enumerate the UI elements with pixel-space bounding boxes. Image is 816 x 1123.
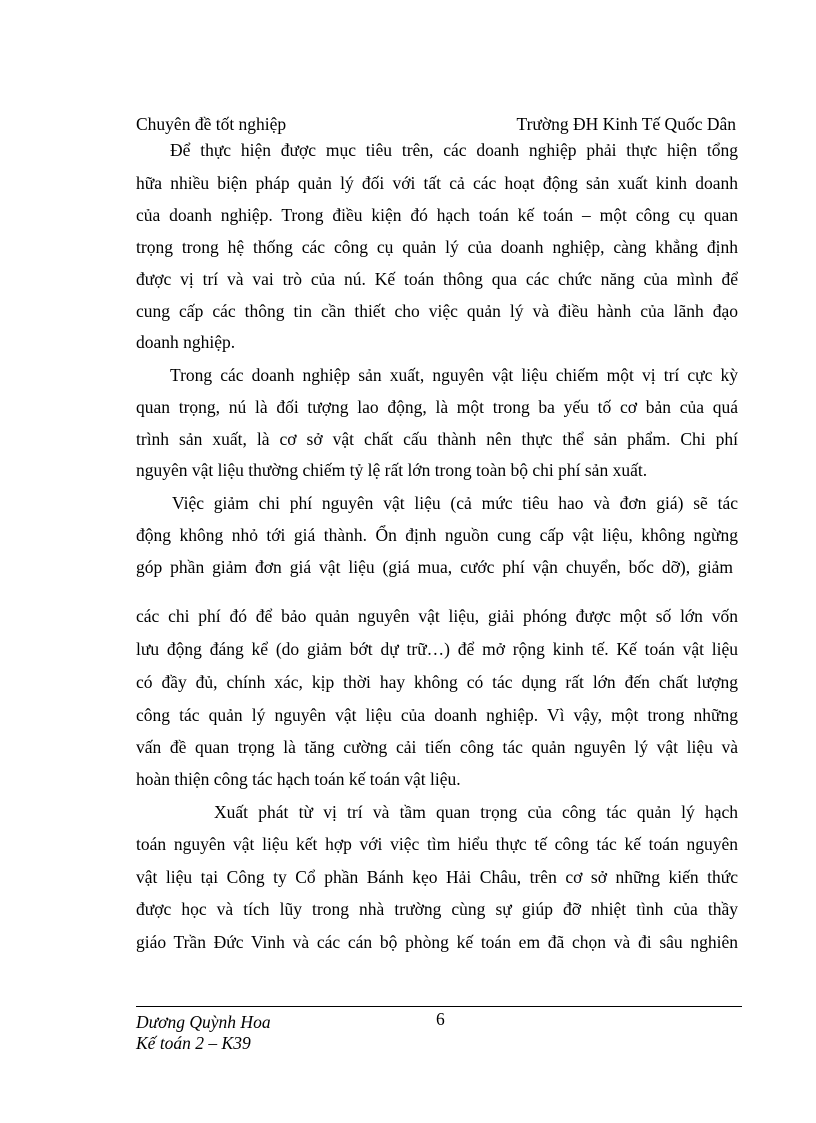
body-line: Để thực hiện được mục tiêu trên, các doanh nghiệp phải thực hiện tổng xyxy=(170,140,738,160)
body-line: hoàn thiện công tác hạch toán kế toán vật liệu. xyxy=(136,769,461,789)
body-line: toán nguyên vật liệu kết hợp với việc tìm hiểu thực tế công tác kế toán nguyên xyxy=(136,834,738,854)
body-line: được học và tích lũy trong nhà trường cùng sự giúp đỡ nhiệt tình của thầy xyxy=(136,899,738,919)
body-line: trọng trong hệ thống các công cụ quản lý của doanh nghiệp, càng khẳng định xyxy=(136,237,738,257)
header-university: Trường ĐH Kinh Tế Quốc Dân xyxy=(516,114,736,134)
body-line: vật liệu tại Công ty Cổ phần Bánh kẹo Hải Châu, trên cơ sở những kiến thức xyxy=(136,867,738,887)
body-line: Xuất phát từ vị trí và tầm quan trọng của công tác quản lý hạch xyxy=(214,802,738,822)
body-line: quan trọng, nú là đối tượng lao động, là một trong ba yếu tố cơ bản của quá xyxy=(136,397,738,417)
footer-divider xyxy=(136,1006,742,1007)
body-line: trình sản xuất, là cơ sở vật chất cấu thành nên thực thể sản phẩm. Chi phí xyxy=(136,429,738,449)
header-document-type: Chuyên đề tốt nghiệp xyxy=(136,114,287,134)
body-line: hữa nhiều biện pháp quản lý đối với tất cả các hoạt động sản xuất kinh doanh xyxy=(136,173,738,193)
page-number: 6 xyxy=(436,1009,445,1029)
body-line: của doanh nghiệp. Trong điều kiện đó hạch toán kế toán – một công cụ quan xyxy=(136,205,738,225)
body-line: có đầy đủ, chính xác, kịp thời hay không có tác dụng rất lớn đến chất lượng xyxy=(136,672,738,692)
footer-author: Dương Quỳnh Hoa xyxy=(136,1012,271,1032)
body-line: lưu động đáng kể (do giảm bớt dự trữ…) để mở rộng kinh tế. Kế toán vật liệu xyxy=(136,639,738,659)
body-line: động không nhỏ tới giá thành. Ổn định nguồn cung cấp vật liệu, không ngừng xyxy=(136,525,738,545)
body-line: được vị trí và vai trò của nú. Kế toán thông qua các chức năng của mình để xyxy=(136,269,738,289)
body-line: Việc giảm chi phí nguyên vật liệu (cả mức tiêu hao và đơn giá) sẽ tác xyxy=(172,493,738,513)
body-line: vấn đề quan trọng là tăng cường cải tiến công tác quản nguyên lý vật liệu và xyxy=(136,737,738,757)
footer-class: Kế toán 2 – K39 xyxy=(136,1033,251,1053)
body-line: Trong các doanh nghiệp sản xuất, nguyên vật liệu chiếm một vị trí cực kỳ xyxy=(170,365,738,385)
body-line: góp phần giảm đơn giá vật liệu (giá mua, cước phí vận chuyển, bốc dỡ), giảm xyxy=(136,557,733,577)
body-line: giáo Trần Đức Vinh và các cán bộ phòng kế toán em đã chọn và đi sâu nghiên xyxy=(136,932,738,952)
body-line: các chi phí đó để bảo quản nguyên vật liệu, giải phóng được một số lớn vốn xyxy=(136,606,738,626)
body-line: cung cấp các thông tin cần thiết cho việc quản lý và điều hành của lãnh đạo xyxy=(136,301,738,321)
body-line: nguyên vật liệu thường chiếm tỷ lệ rất lớn trong toàn bộ chi phí sản xuất. xyxy=(136,460,648,480)
body-line: công tác quản lý nguyên vật liệu của doanh nghiệp. Vì vậy, một trong những xyxy=(136,705,738,725)
body-line: doanh nghiệp. xyxy=(136,332,236,352)
